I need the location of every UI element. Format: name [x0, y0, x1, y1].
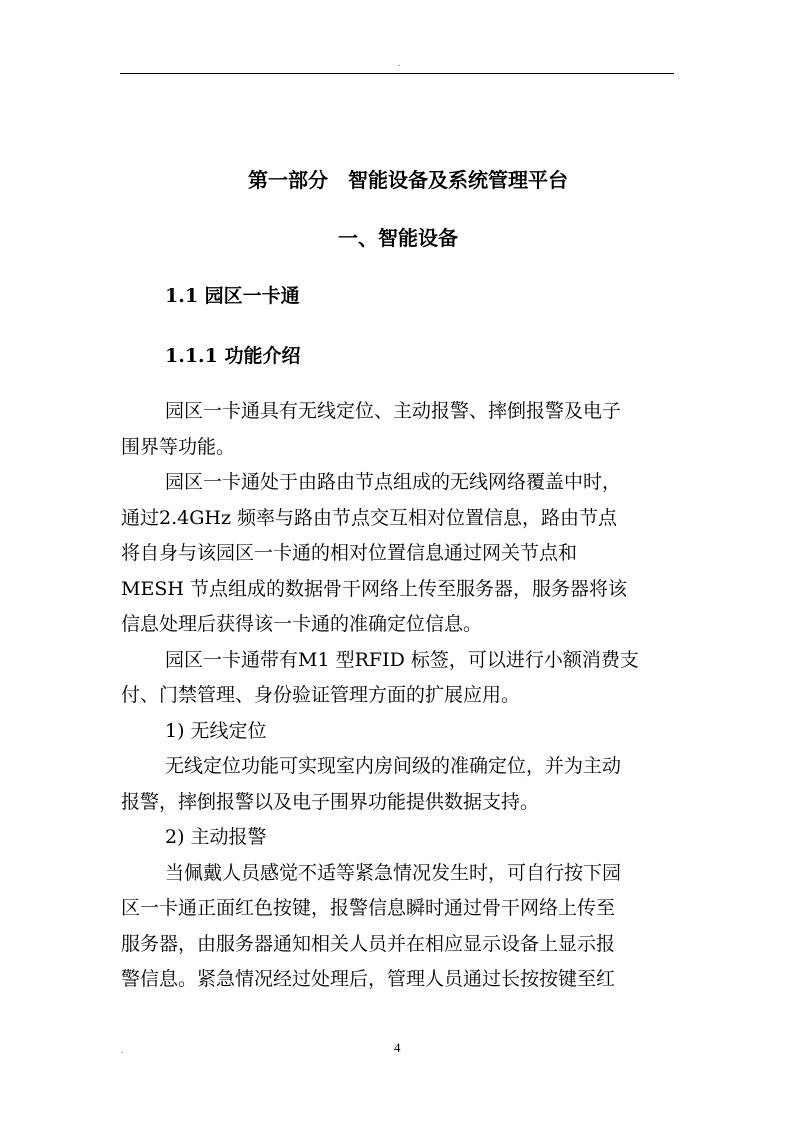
paragraph-rfid	[121, 643, 675, 714]
text-line: 信息处理后获得该一卡通的准确定位信息。	[121, 613, 483, 635]
paragraph-positioning	[121, 465, 675, 643]
header-rule	[120, 73, 674, 74]
list-item-active-alarm: 2) 主动报警	[165, 826, 267, 848]
section-title: 一、智能设备	[338, 226, 458, 250]
text-line: 围界等功能。	[121, 435, 236, 458]
list-item-wireless-positioning: 1) 无线定位	[165, 719, 267, 742]
heading-1-1-1: 1.1.1 功能介绍	[165, 345, 301, 367]
text-line: 警信息。紧急情况经过处理后，管理人员通过长按按键至红	[121, 968, 616, 990]
text-line: 报警，摔倒报警以及电子围界功能提供数据支持。	[121, 790, 540, 813]
text-line: 服务器，由服务器通知相关人员并在相应显示设备上显示报	[121, 932, 616, 955]
text-line: MESH 节点组成的数据骨干网络上传至服务器，服务器将该	[121, 577, 627, 600]
text-line: 通过2.4GHz 频率与路由节点交互相对位置信息，路由节点	[121, 506, 618, 529]
text-line: 将自身与该园区一卡通的相对位置信息通过网关节点和	[121, 542, 578, 564]
text-line: 无线定位功能可实现室内房间级的准确定位，并为主动	[165, 755, 622, 777]
text-line: 当佩戴人员感觉不适等紧急情况发生时，可自行按下园	[165, 861, 622, 884]
header-mark: .	[398, 59, 401, 68]
page-content	[121, 162, 675, 998]
text-line: 付、门禁管理、身份验证管理方面的扩展应用。	[121, 684, 521, 706]
heading-1-1: 1.1 园区一卡通	[165, 285, 300, 307]
footer-mark: .	[121, 1046, 124, 1055]
paragraph-intro	[121, 394, 675, 465]
text-line: 园区一卡通具有无线定位、主动报警、摔倒报警及电子	[165, 400, 622, 422]
text-line: 园区一卡通带有M1 型RFID 标签，可以进行小额消费支	[165, 648, 639, 671]
paragraph-wireless-positioning	[121, 749, 675, 820]
text-line: 区一卡通正面红色按键，报警信息瞬时通过骨干网络上传至	[121, 897, 616, 919]
part-title: 第一部分 智能设备及系统管理平台	[248, 168, 568, 192]
text-line: 园区一卡通处于由路由节点组成的无线网络覆盖中时，	[165, 471, 622, 493]
paragraph-active-alarm	[121, 856, 675, 998]
page-number: 4	[394, 1040, 401, 1055]
